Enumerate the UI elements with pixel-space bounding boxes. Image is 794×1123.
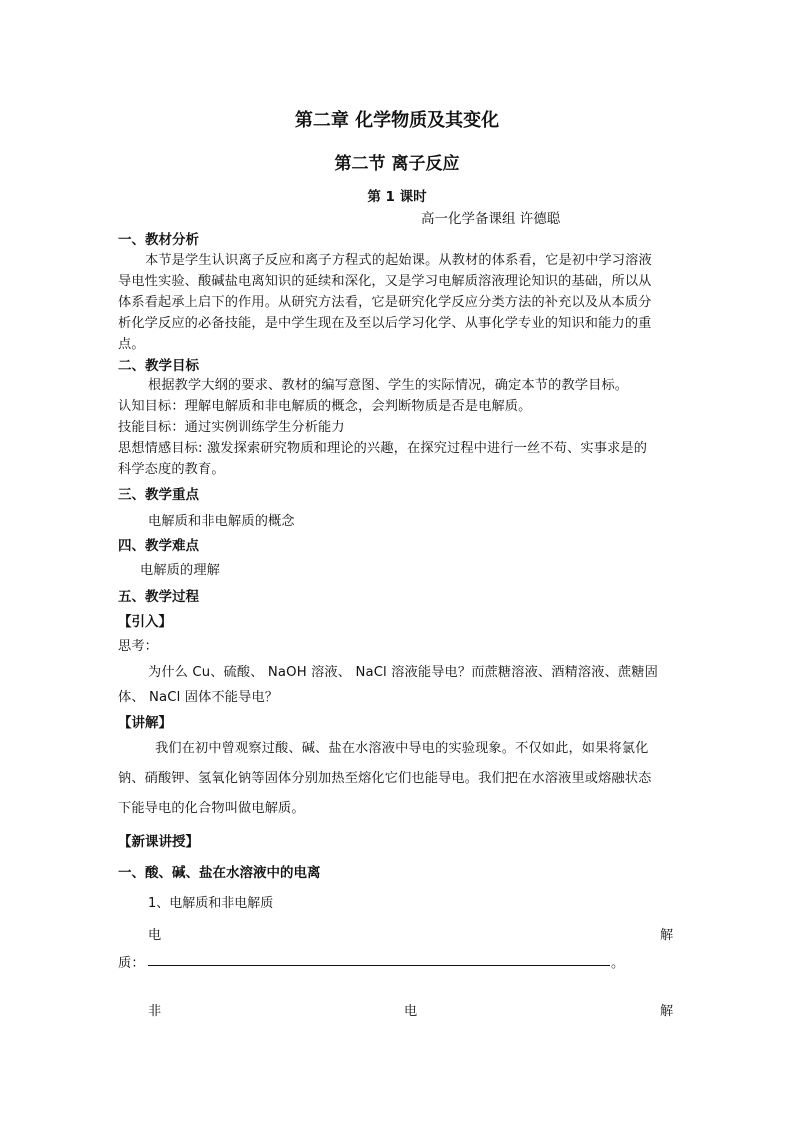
heading-process: 五、教学过程 — [118, 589, 199, 605]
fill-period: 。 — [611, 956, 625, 971]
goal-skill: 技能目标：通过实例训练学生分析能力 — [118, 420, 345, 435]
explain-label: 【讲解】 — [118, 715, 172, 731]
explain-line: 下能导电的化合物叫做电解质。 — [118, 801, 305, 816]
lesson-label: 第 1 课时 — [367, 189, 427, 205]
author-line: 高一化学备课组 许德聪 — [421, 211, 561, 227]
fill-char: 电 — [148, 928, 162, 943]
new-lesson-label: 【新课讲授】 — [118, 834, 199, 850]
heading-difficulty: 四、教学难点 — [118, 538, 199, 554]
key-point-text: 电解质和非电解质的概念 — [148, 514, 295, 529]
fill-char: 解 — [660, 928, 674, 943]
heading-key-point: 三、教学重点 — [118, 487, 199, 503]
heading-textbook-analysis: 一、教材分析 — [118, 232, 199, 248]
heading-ionization: 一、酸、碱、盐在水溶液中的电离 — [118, 865, 321, 881]
paragraph-line: 析化学反应的必备技能，是中学生现在及至以后学习化学、从事化学专业的知识和能力的重 — [118, 316, 652, 331]
answer-blank[interactable] — [148, 965, 610, 966]
paragraph-line: 点。 — [118, 337, 145, 352]
heading-teaching-goals: 二、教学目标 — [118, 358, 199, 374]
explain-line: 钠、硝酸钾、氢氧化钠等固体分别加热至熔化它们也能导电。我们把在水溶液里或熔融状态 — [118, 771, 652, 786]
goal-cognitive: 认知目标：理解电解质和非电解质的概念，会判断物质是否是电解质。 — [118, 399, 532, 414]
paragraph-line: 科学态度的教育。 — [118, 462, 225, 477]
intro-label: 【引入】 — [118, 614, 172, 630]
explain-line: 我们在初中曾观察过酸、碱、盐在水溶液中导电的实验现象。不仅如此，如果将氯化 — [155, 741, 649, 756]
think-label: 思考： — [118, 639, 159, 654]
section-title: 第二节 离子反应 — [334, 154, 460, 174]
question-line: 体、 NaCl 固体不能导电？ — [118, 690, 279, 705]
paragraph-line: 根据教学大纲的要求、教材的编写意图、学生的实际情况，确定本节的教学目标。 — [148, 378, 629, 393]
question-line: 为什么 Cu、硫酸、 NaOH 溶液、 NaCl 溶液能导电？而蔗糖溶液、酒精溶液、蔗糖固 — [148, 665, 658, 680]
paragraph-line: 导电性实验、酸碱盐电离知识的延续和深化，又是学习电解质溶液理论知识的基础，所以从 — [118, 274, 652, 289]
fill-char: 非 — [148, 1004, 162, 1019]
difficulty-text: 电解质的理解 — [140, 563, 221, 578]
chapter-title: 第二章 化学物质及其变化 — [294, 110, 500, 131]
fill-char: 质： — [118, 956, 145, 971]
fill-char: 电 — [404, 1004, 418, 1019]
item-electrolyte: 1、电解质和非电解质 — [148, 896, 274, 911]
fill-char: 解 — [660, 1004, 674, 1019]
goal-emotion: 思想情感目标: 激发探索研究物质和理论的兴趣，在探究过程中进行一丝不苟、实事求是的 — [118, 441, 648, 456]
paragraph-line: 本节是学生认识离子反应和离子方程式的起始课。从教材的体系看，它是初中学习溶液 — [145, 253, 652, 268]
paragraph-line: 体系看起承上启下的作用。从研究方法看，它是研究化学反应分类方法的补充以及从本质分 — [118, 295, 652, 310]
